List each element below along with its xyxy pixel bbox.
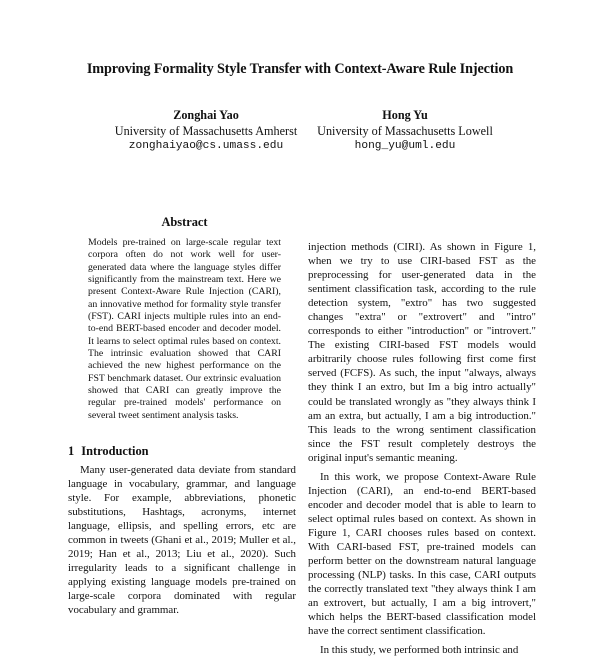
section-heading-introduction: 1 Introduction [68, 444, 149, 458]
abstract-text: Models pre-trained on large-scale regular text corpora often do not work well for user-generated data where the language styles differ significantly from the mainstream text. Here we present Context-Aware Rule Injection (CARI), an innovative method for formality style transfer (FST). CARI injects multiple rules into an end-to-end BERT-based encoder and decoder model. It learns to select optimal rules based on context. The intrinsic evaluation showed that CARI achieved the new highest performance on the FST benchmark dataset. Our extrinsic evaluation showed that CARI can greatly improve the regular pre-trained models' performance on several tweet sentiment analysis tasks. [88, 237, 281, 421]
abstract-heading: Abstract [161, 215, 208, 229]
author-email: zonghaiyao@cs.umass.edu [128, 140, 284, 152]
introduction-text: Many user-generated data deviate from standard language in vocabulary, grammar, and language style. For example, abbreviations, phonetic substitutions, Hashtags, acronyms, internet language, ellipsis, and spelling errors, etc are common in tweets (Ghani et al., 2019; Muller et al., 2019; Han et al., 2013; Liu et al., 2020). Such irregularity leads to a significant challenge in applying existing language models pre-trained on large-scale corpora dominated with regular vocabulary and grammar. [68, 464, 296, 617]
author-email: hong_yu@uml.edu [354, 140, 456, 152]
right-column [308, 240, 536, 662]
author-name: Zonghai Yao [173, 108, 239, 122]
author-block-2 [300, 108, 510, 155]
body-paragraph: In this work, we propose Context-Aware Rule Injection (CARI), an end-to-end BERT-based encoder and decoder model that is able to learn to select optimal rules based on context. As shown in Figure 1, CARI chooses rules based on context. With CARI-based FST, pre-trained models can perform better on the downstream natural language processing (NLP) tasks. In this case, CARI outputs the correctly translated text "they always think I am an extrovert, but actually, I am a big introvert," which helps the BERT-based classification model have the correct sentiment classification. [308, 470, 536, 638]
author-name: Hong Yu [382, 108, 428, 122]
author-affiliation: University of Massachusetts Amherst [114, 123, 298, 138]
author-block-1 [96, 108, 316, 155]
body-paragraph: injection methods (CIRI). As shown in Figure 1, when we try to use CIRI-based FST as the preprocessing for user-generated data in the sentiment classification task, according to the rule detection system, "extro" has two suggested changes "extra" or "extrovert" and "intro" corresponds to either "introduction" or "introvert." The existing CIRI-based FST models would arbitrarily choose rules following first come first served (FCFS). As such, the input "always, always they think I an extro, but Im a big intro actually" could be translated wrongly as "they always think I am an extra, but actually, I am a big introduction." This leads to the wrong sentiment classification since the FST result completely destroys the original input's semantic meaning. [308, 241, 536, 464]
author-affiliation: University of Massachusetts Lowell [317, 123, 493, 138]
paper-title: Improving Formality Style Transfer with Context-Aware Rule Injection [86, 61, 514, 77]
body-paragraph: In this study, we performed both intrinsic and [320, 644, 519, 657]
